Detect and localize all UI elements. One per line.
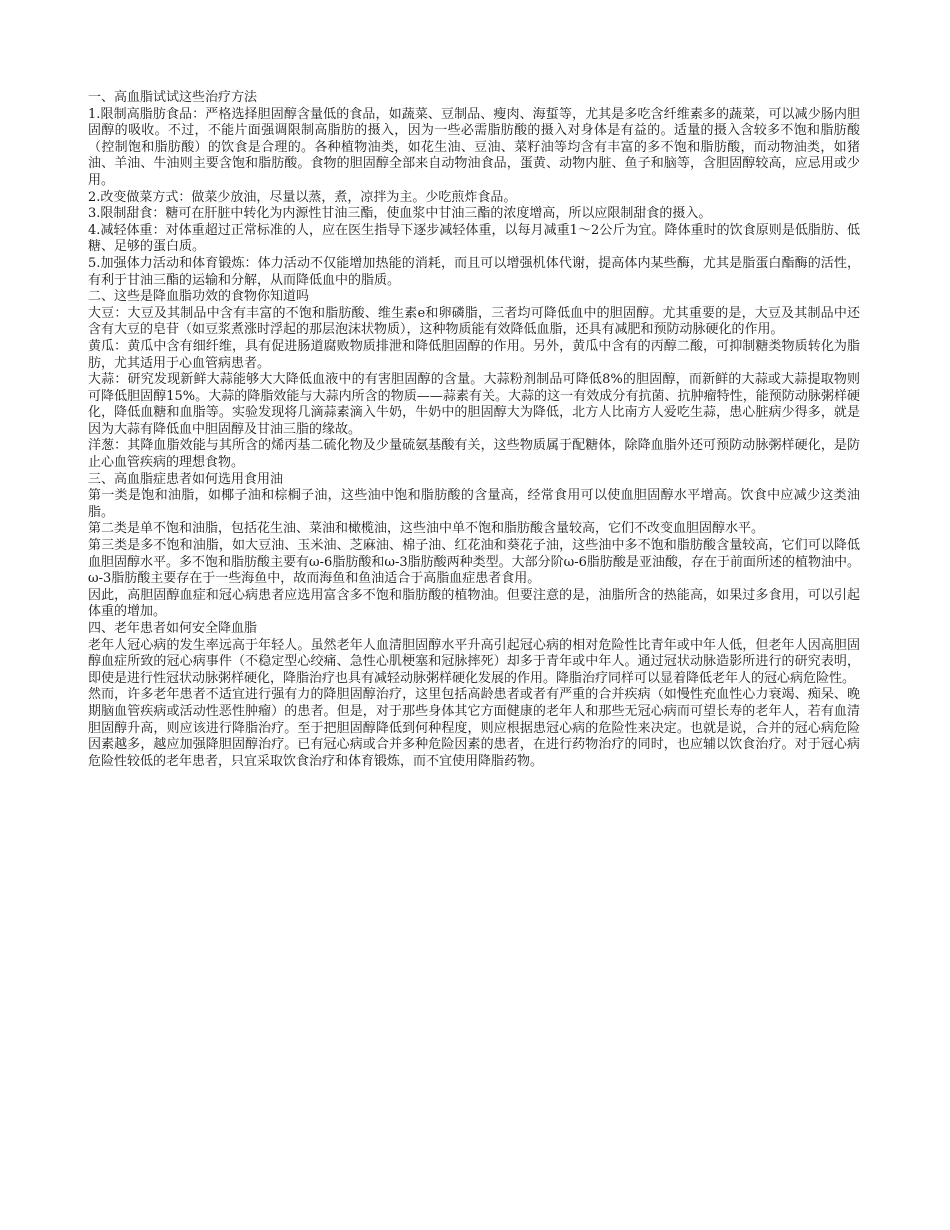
paragraph-soybean: 大豆：大豆及其制品中含有丰富的不饱和脂肪酸、维生素e和卵磷脂，三者均可降低血中的胆固醇。尤其重要的是，大豆及其制品中还含有大豆的皂苷（如豆浆煮涨时浮起的那层泡沫状物质），这种物质能有效降低血脂，还具有减肥和预防动脉硬化的作用。 [88, 305, 860, 338]
paragraph-oil-conclusion: 因此，高胆固醇血症和冠心病患者应选用富含多不饱和脂肪酸的植物油。但要注意的是，油脂所含的热能高，如果过多食用，可以引起体重的增加。 [88, 587, 860, 620]
paragraph-elderly-treatment: 然而，许多老年患者不适宜进行强有力的降胆固醇治疗，这里包括高龄患者或者有严重的合并疾病（如慢性充血性心力衰竭、痴呆、晚期脑血管疾病或活动性恶性肿瘤）的患者。但是，对于那些身体其它方面健康的老年人和那些无冠心病而可望长寿的老年人，若有血清胆固醇升高，则应该进行降脂治疗。至于把胆固醇降低到何种程度，则应根据患冠心病的危险性来决定。也就是说，合并的冠心病危险因素越多，越应加强降胆固醇治疗。已有冠心病或合并多种危险因素的患者，在进行药物治疗的同时，也应辅以饮食治疗。对于冠心病危险性较低的老年患者，只宜采取饮食治疗和体育锻炼，而不宜使用降脂药物。 [88, 687, 860, 769]
paragraph-limit-sweets: 3.限制甜食：糖可在肝脏中转化为内源性甘油三酯，使血浆中甘油三酯的浓度增高，所以应限制甜食的摄入。 [88, 206, 712, 222]
paragraph-cucumber: 黄瓜：黄瓜中含有细纤维，具有促进肠道腐败物质排泄和降低胆固醇的作用。另外，黄瓜中含有的丙醇二酸，可抑制糖类物质转化为脂肪，尤其适用于心血管病患者。 [88, 338, 860, 371]
paragraph-lose-weight: 4.减轻体重：对体重超过正常标准的人，应在医生指导下逐步减轻体重，以每月减重1～2公斤为宜。降体重时的饮食原则是低脂肪、低糖、足够的蛋白质。 [88, 222, 860, 255]
paragraph-polyunsaturated-oil: 第三类是多不饱和油脂，如大豆油、玉米油、芝麻油、棉子油、红花油和葵花子油，这些油中多不饱和脂肪酸含量较高，它们可以降低血胆固醇水平。多不饱和脂肪酸主要有ω-6脂肪酸和ω-3脂肪酸两种类型。大部分阶ω-6脂肪酸是亚油酸，存在于前面所述的植物油中。ω-3脂肪酸主要存在于一些海鱼中，故而海鱼和鱼油适合于高脂血症患者食用。 [88, 538, 860, 587]
paragraph-cooking-method: 2.改变做菜方式：做菜少放油，尽量以蒸，煮，凉拌为主。少吃煎炸食品。 [88, 189, 517, 205]
paragraph-onion: 洋葱：其降血脂效能与其所含的烯丙基二硫化物及少量硫氨基酸有关，这些物质属于配糖体，除降血脂外还可预防动脉粥样硬化，是防止心血管疾病的理想食物。 [88, 438, 860, 471]
section-heading-3: 三、高血脂症患者如何选用食用油 [88, 471, 284, 487]
paragraph-garlic: 大蒜：研究发现新鲜大蒜能够大大降低血液中的有害胆固醇的含量。大蒜粉剂制品可降低8%的胆固醇，而新鲜的大蒜或大蒜提取物则可降低胆固醇15%。大蒜的降脂效能与大蒜内所含的物质——蒜素有关。大蒜的这一有效成分有抗菌、抗肿瘤特性，能预防动脉粥样硬化，降低血糖和血脂等。实验发现将几滴蒜素滴入牛奶，牛奶中的胆固醇大为降低，北方人比南方人爱吃生蒜，患心脏病少得多，就是因为大蒜有降低血中胆固醇及甘油三脂的缘故。 [88, 372, 860, 437]
paragraph-saturated-oil: 第一类是饱和油脂，如椰子油和棕榈子油，这些油中饱和脂肪酸的含量高，经常食用可以使血胆固醇水平增高。饮食中应减少这类油脂。 [88, 488, 860, 520]
section-heading-4: 四、老年患者如何安全降血脂 [88, 621, 258, 636]
paragraph-elderly-risk: 老年人冠心病的发生率远高于年轻人。虽然老年人血清胆固醇水平升高引起冠心病的相对危险性比青年或中年人低，但老年人因高胆固醇血症所致的冠心病事件（不稳定型心绞痛、急性心肌梗塞和冠脉摔死）却多于青年或中年人。通过冠状动脉造影所进行的研究表明，即使是进行性冠状动脉粥样硬化，降脂治疗也具有减轻动脉粥样硬化发展的作用。降脂治疗同样可以显着降低老年人的冠心病危险性。 [88, 637, 860, 686]
section-heading-2: 二、这些是降血脂功效的食物你知道吗 [88, 289, 310, 305]
paragraph-limit-fat: 1.限制高脂肪食品：严格选择胆固醇含量低的食品，如蔬菜、豆制品、瘦肉、海蜇等，尤其是多吃含纤维素多的蔬菜，可以减少肠内胆固醇的吸收。不过，不能片面强调限制高脂肪的摄入，因为一些必需脂肪酸的摄入对身体是有益的。适量的摄入含较多不饱和脂肪酸（控制饱和脂肪酸）的饮食是合理的。各种植物油类，如花生油、豆油、菜籽油等均含有丰富的多不饱和脂肪酸，而动物油类，如猪油、羊油、牛油则主要含饱和脂肪酸。食物的胆固醇全部来自动物油食品，蛋黄、动物内脏、鱼子和脑等，含胆固醇较高，应忌用或少用。 [88, 106, 860, 188]
paragraph-exercise: 5.加强体力活动和体育锻炼：体力活动不仅能增加热能的消耗，而且可以增强机体代谢，提高体内某些酶，尤其是脂蛋白酯酶的活性，有利于甘油三酯的运输和分解，从而降低血中的脂质。 [88, 255, 860, 288]
section-heading-1: 一、高血脂试试这些治疗方法 [88, 90, 258, 105]
document-body [88, 90, 860, 770]
paragraph-monounsaturated-oil: 第二类是单不饱和油脂，包括花生油、菜油和橄榄油，这些油中单不饱和脂肪酸含量较高，它们不改变血胆固醇水平。 [88, 521, 765, 537]
